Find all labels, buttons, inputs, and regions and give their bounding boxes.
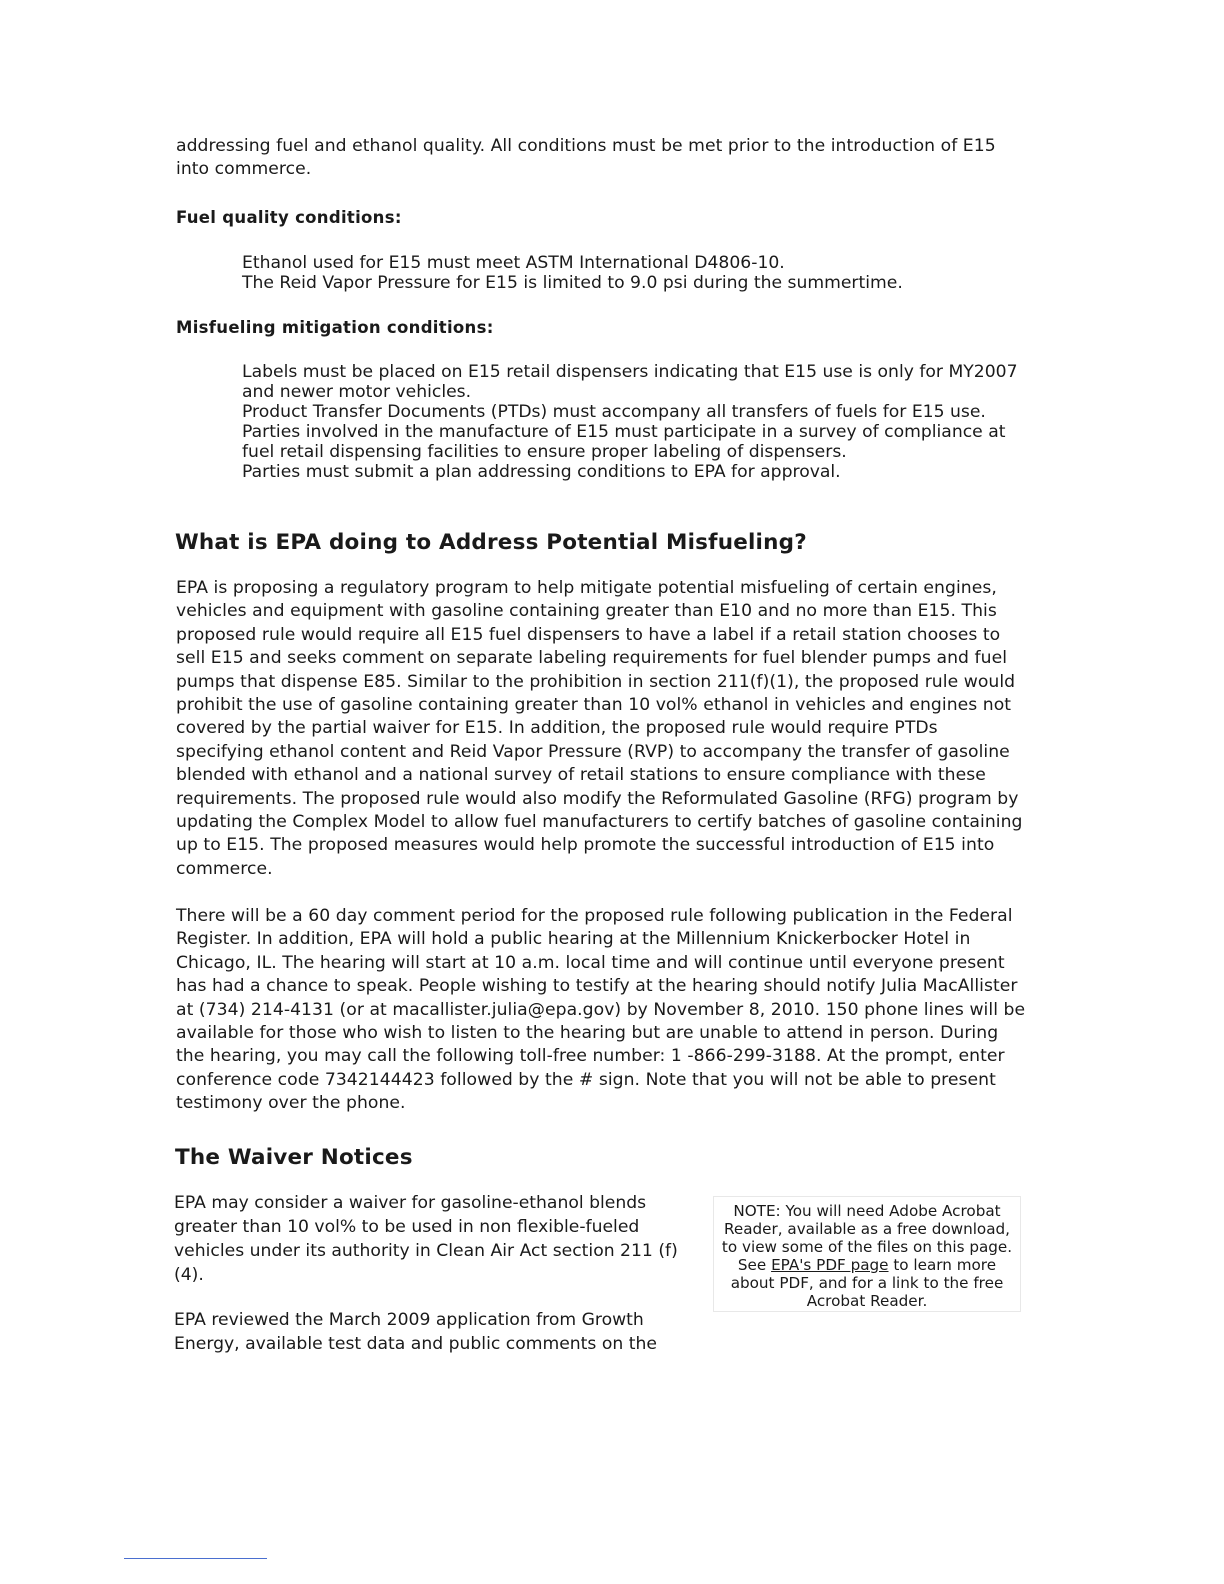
epa-section-heading: What is EPA doing to Address Potential Misfueling? [175,530,807,555]
waiver-paragraph-2: EPA reviewed the March 2009 application from Growth Energy, available test data and public comments on the [174,1310,657,1354]
list-item: Product Transfer Documents (PTDs) must accompany all transfers of fuels for E15 use. [242,402,986,422]
intro-paragraph: addressing fuel and ethanol quality. All conditions must be met prior to the introduction of E15 into commerce. [176,136,996,180]
epa-pdf-page-link[interactable]: EPA's PDF page [771,1256,889,1274]
fuel-quality-heading: Fuel quality conditions: [176,208,402,227]
note-text-before: NOTE: You will need Adobe Acrobat Reader, available as a free download, to view some of the files on this page. See [721,1202,1013,1274]
list-item: Labels must be placed on E15 retail dispensers indicating that E15 use is only for MY2007 and newer motor vehicles. [242,362,1018,402]
waiver-paragraph-1: EPA may consider a waiver for gasoline-ethanol blends greater than 10 vol% to be used in non flexible-fueled vehicles under its authority in Clean Air Act section 211 (f)(4). [174,1193,678,1285]
list-item: Parties must submit a plan addressing conditions to EPA for approval. [242,462,841,482]
list-item: Parties involved in the manufacture of E15 must participate in a survey of compliance at fuel retail dispensing facilities to ensure proper labeling of dispensers. [242,422,1006,462]
acrobat-note-box [713,1196,1021,1312]
misfueling-heading: Misfueling mitigation conditions: [176,318,494,337]
waiver-section-heading: The Waiver Notices [175,1145,413,1170]
list-item: The Reid Vapor Pressure for E15 is limited to 9.0 psi during the summertime. [242,273,903,293]
misfueling-list [242,362,1032,482]
epa-paragraph-2: There will be a 60 day comment period for the proposed rule following publication in the Federal Register. In addition, EPA will hold a public hearing at the Millennium Knickerbocker Hotel in Chicago, IL. The hearing will start at 10 a.m. local time and will continue until everyone present has had a chance to speak. People wishing to testify at the hearing should notify Julia MacAllister at (734) 214-4131 (or at macallister.julia@epa.gov) by November 8, 2010. 150 phone lines will be available for those who wish to listen to the hearing but are unable to attend in person. During the hearing, you may call the following toll-free number: 1 -866-299-3188. At the prompt, enter conference code 7342144423 followed by the # sign. Note that you will not be able to present testimony over the phone. [176,906,1026,1114]
note-text-after: to learn more about PDF, and for a link to the free Acrobat Reader. [730,1256,1004,1310]
epa-paragraph-1: EPA is proposing a regulatory program to help mitigate potential misfueling of certain engines, vehicles and equipment with gasoline containing greater than E10 and no more than E15. This proposed rule would require all E15 fuel dispensers to have a label if a retail station chooses to sell E15 and seeks comment on separate labeling requirements for fuel blender pumps and fuel pumps that dispense E85. Similar to the prohibition in section 211(f)(1), the proposed rule would prohibit the use of gasoline containing greater than 10 vol% ethanol in vehicles and engines not covered by the partial waiver for E15. In addition, the proposed rule would require PTDs specifying ethanol content and Reid Vapor Pressure (RVP) to accompany the transfer of gasoline blended with ethanol and a national survey of retail stations to ensure compliance with these requirements. The proposed rule would also modify the Reformulated Gasoline (RFG) program by updating the Complex Model to allow fuel manufacturers to certify batches of gasoline containing up to E15. The proposed measures would help promote the successful introduction of E15 into commerce. [176,578,1023,879]
list-item: Ethanol used for E15 must meet ASTM International D4806-10. [242,253,785,273]
footer-divider [124,1558,267,1559]
fuel-quality-list [242,253,1032,293]
